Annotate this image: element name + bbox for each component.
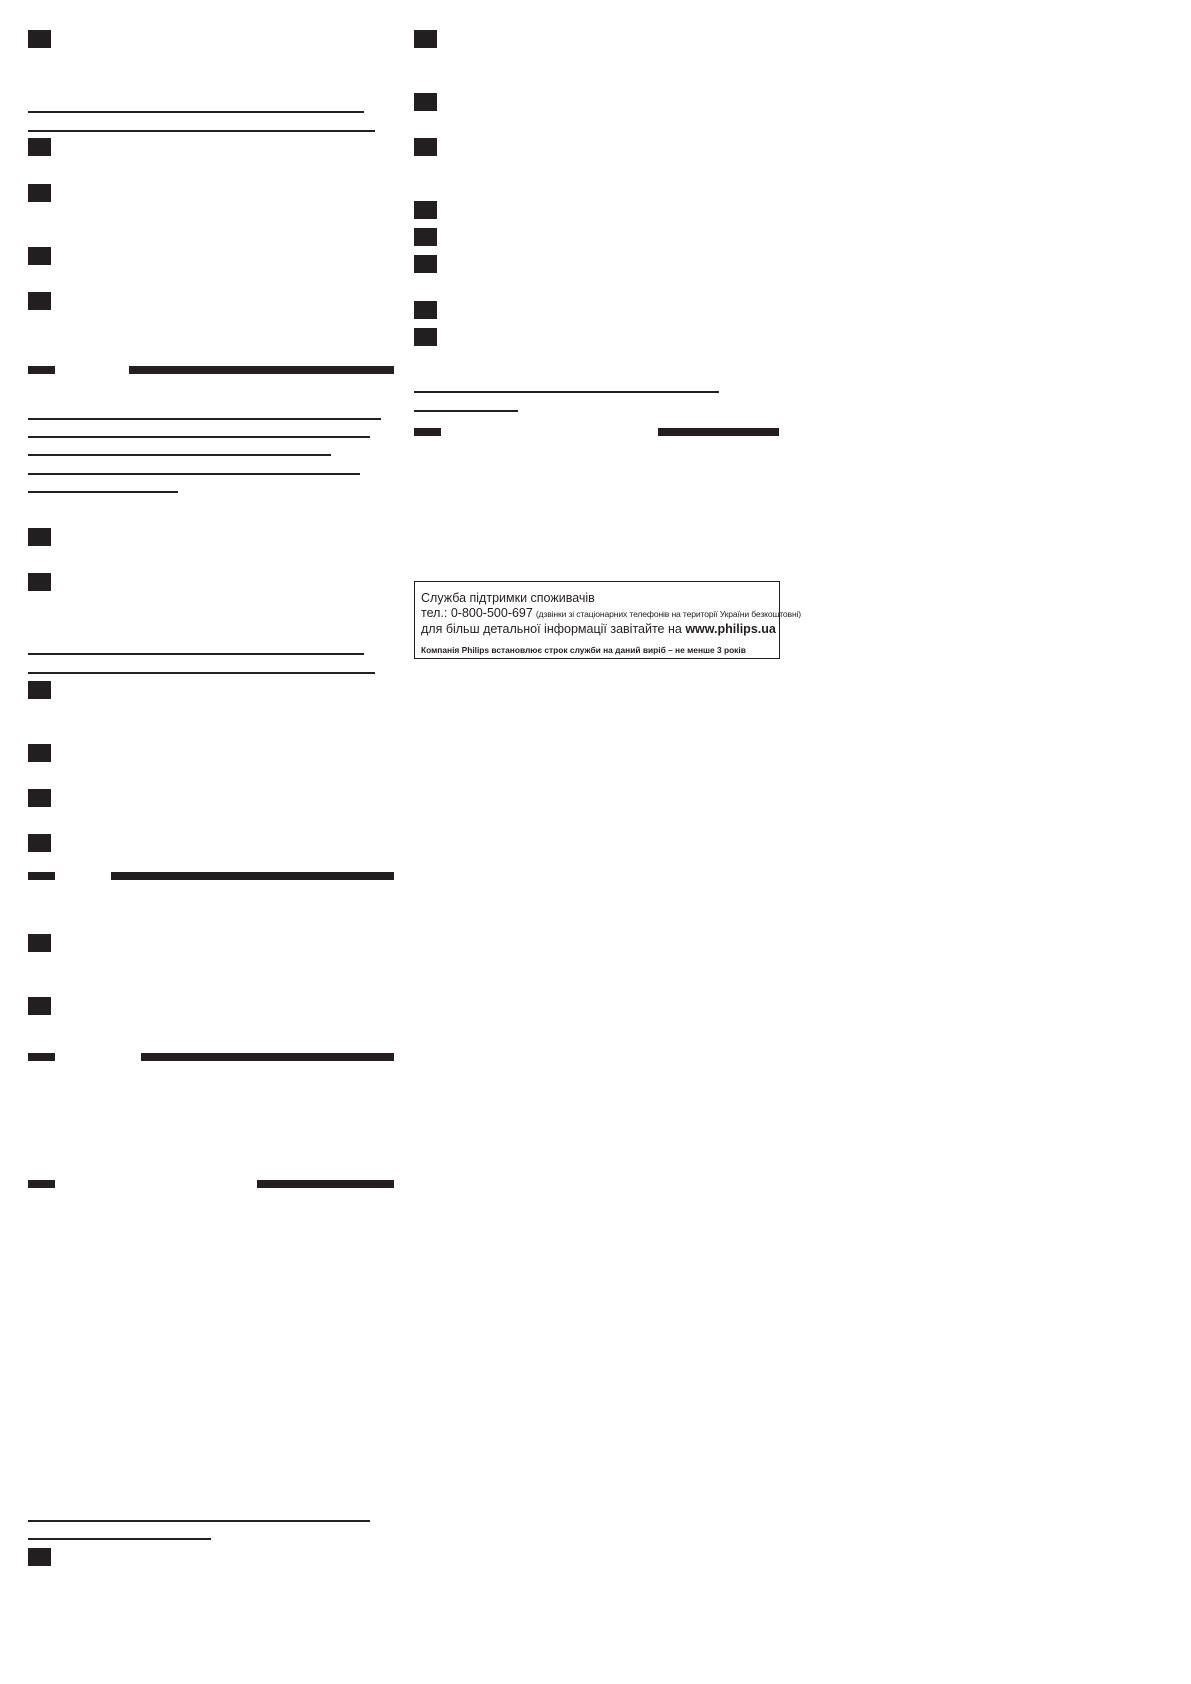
redacted-line [28,436,370,438]
section-heading-bar [111,872,394,880]
step-marker [28,573,51,591]
step-marker [28,292,51,310]
step-marker [414,138,437,156]
section-heading-bar [129,366,394,374]
support-website: www.philips.ua [685,622,776,636]
redacted-line [28,1538,211,1540]
step-marker [28,934,51,952]
section-heading-tab [28,366,55,374]
step-marker [414,328,437,346]
step-marker [28,789,51,807]
step-marker [28,681,51,699]
service-life-note: Компанія Philips встановлює строк служби на даний виріб – не менше 3 років [421,645,746,655]
section-heading-tab [28,1053,55,1061]
section-heading-tab [28,1180,55,1188]
redacted-line [28,130,375,132]
support-title: Служба підтримки споживачів [421,591,595,605]
step-marker [414,255,437,273]
section-heading-bar [658,428,779,436]
support-phone: тел.: 0-800-500-697 [421,606,533,620]
redacted-line [28,491,178,493]
step-marker [28,184,51,202]
step-marker [414,201,437,219]
step-marker [414,30,437,48]
section-heading-bar [141,1053,394,1061]
step-marker [28,744,51,762]
step-marker [414,301,437,319]
support-phone-line [421,606,802,622]
redacted-line [28,418,381,420]
step-marker [28,528,51,546]
step-marker [28,30,51,48]
redacted-line [28,111,364,113]
redacted-line [28,473,360,475]
redacted-line [28,672,375,674]
redacted-line [28,653,364,655]
support-info-text: для більш детальної інформації завітайте на [421,622,682,636]
section-heading-tab [28,872,55,880]
support-info-line [421,622,779,637]
step-marker [28,997,51,1015]
redacted-line [28,454,331,456]
support-phone-note: (дзвінки зі стаціонарних телефонів на території України безкоштовні) [535,609,802,619]
step-marker [28,138,51,156]
step-marker [414,93,437,111]
customer-support-box [414,581,802,659]
redacted-line [414,410,518,412]
redacted-line [414,391,719,393]
section-heading-bar [257,1180,394,1188]
step-marker [414,228,437,246]
step-marker [28,247,51,265]
redacted-line [28,1520,370,1522]
section-heading-tab [414,428,441,436]
step-marker [28,1548,51,1566]
step-marker [28,834,51,852]
